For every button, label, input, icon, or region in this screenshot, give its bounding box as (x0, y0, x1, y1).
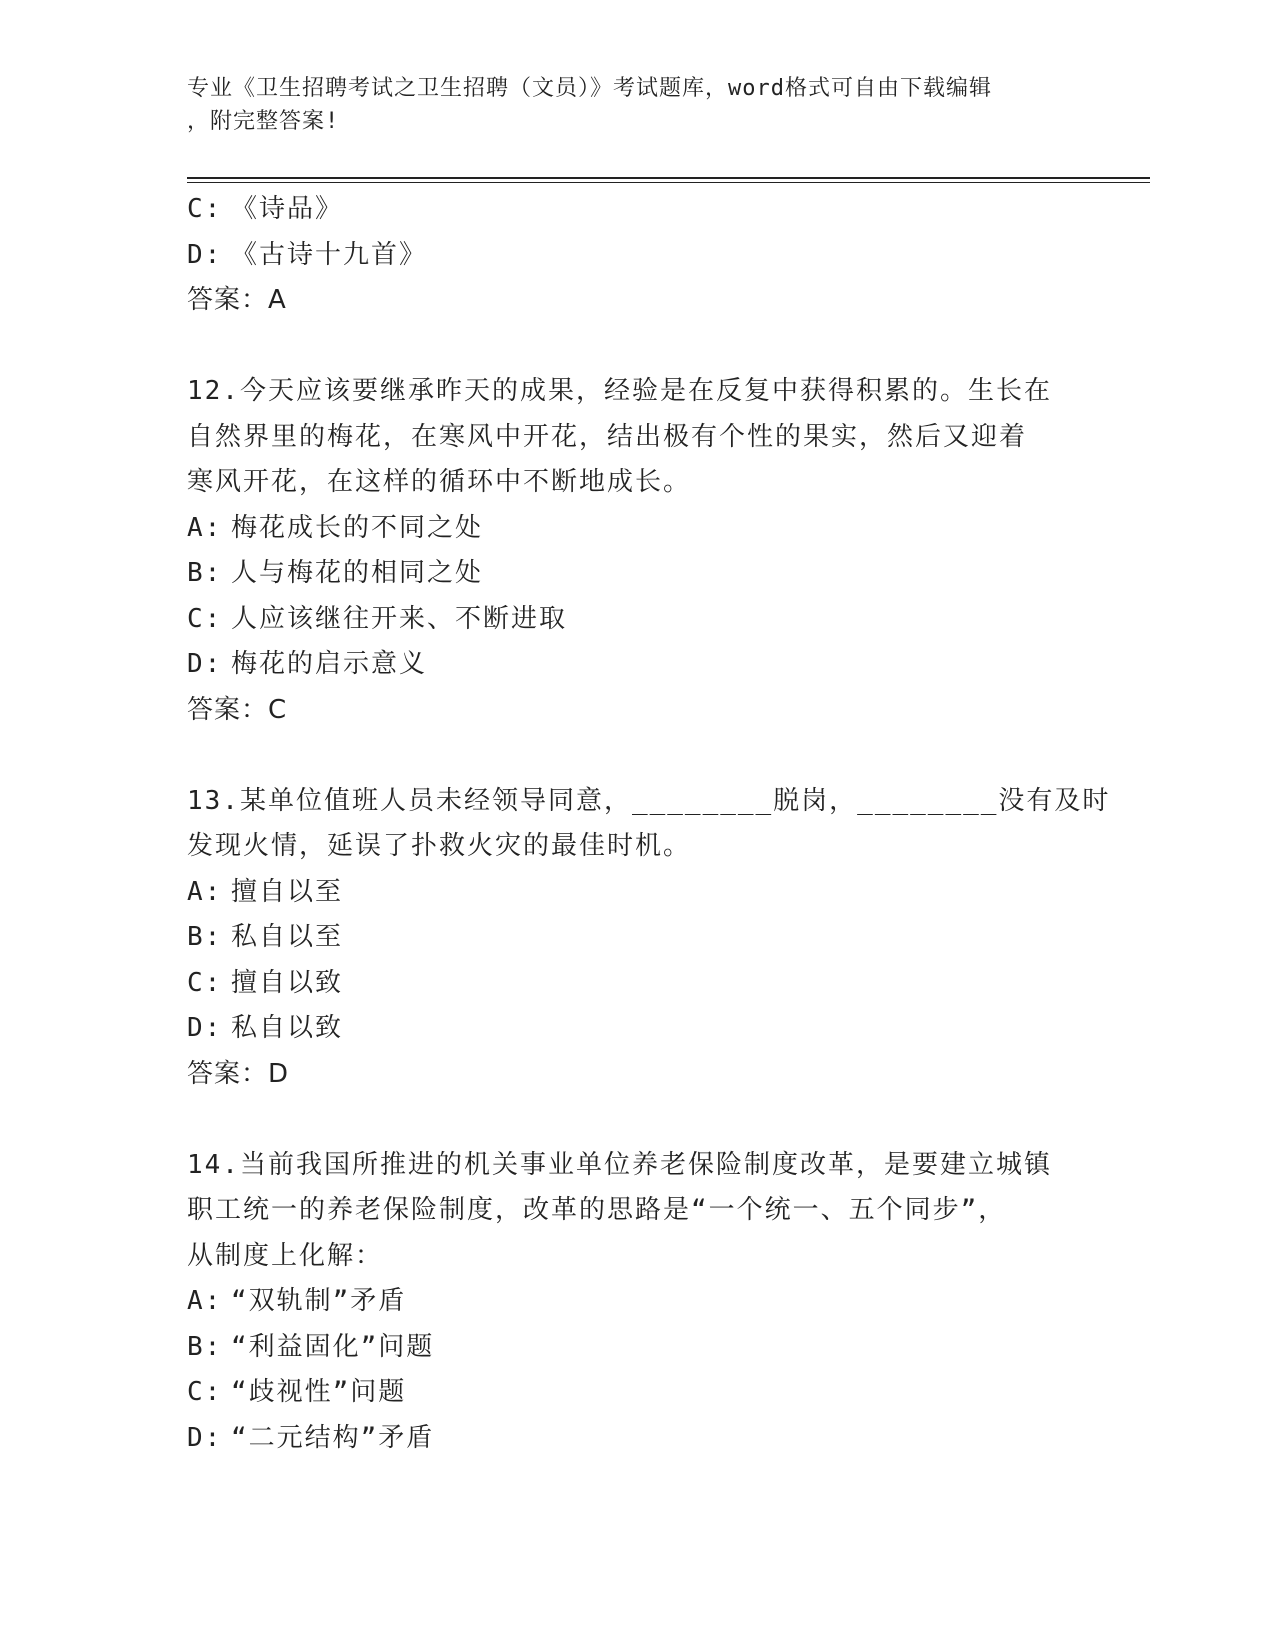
option-text: 擅自以致 (231, 967, 344, 998)
option-letter: B: (187, 558, 223, 588)
option-line (187, 915, 1087, 961)
header-divider-thin (187, 182, 1150, 183)
option-text: 私自以至 (231, 922, 344, 952)
question-spacer (187, 733, 1087, 779)
option-letter: B: (187, 1331, 223, 1362)
question-stem-line: 14.当前我国所推进的机关事业单位养老保险制度改革，是要建立城镇 (187, 1149, 1052, 1180)
question-stem-line: 从制度上化解： (187, 1240, 384, 1271)
option-text: 人应该继往开来、不断进取 (231, 603, 568, 634)
option-line (187, 597, 1087, 643)
header-line-2: ，附完整答案! (187, 109, 340, 134)
option-line (187, 233, 1087, 279)
option-letter: C: (187, 603, 223, 634)
question-stem-line: 12.今天应该要继承昨天的成果，经验是在反复中获得积累的。生长在 (187, 376, 1052, 406)
option-letter: D: (187, 239, 223, 270)
option-line (187, 1279, 1087, 1325)
answer-line: 答案：A (187, 285, 287, 315)
option-letter: C: (187, 967, 223, 998)
option-text: 《古诗十九首》 (231, 239, 428, 270)
option-line (187, 1325, 1087, 1371)
option-line (187, 506, 1087, 552)
option-text: “歧视性”问题 (231, 1377, 407, 1407)
option-line (187, 961, 1087, 1007)
option-letter: A: (187, 512, 223, 543)
question-stem-line: 13.某单位值班人员未经领导同意，________脱岗，________没有及时 (187, 785, 1111, 816)
option-letter: C: (187, 194, 223, 224)
option-letter: A: (187, 876, 223, 907)
option-text: “双轨制”矛盾 (231, 1286, 407, 1316)
option-line (187, 187, 1087, 233)
question-stem-line: 自然界里的梅花，在寒风中开花，结出极有个性的果实，然后又迎着 (187, 421, 1028, 452)
question-spacer (187, 1097, 1087, 1143)
option-line (187, 642, 1087, 688)
option-line (187, 1370, 1087, 1416)
answer-line: 答案：D (187, 1058, 290, 1089)
question-stem-line: 职工统一的养老保险制度，改革的思路是“一个统一、五个同步”， (187, 1195, 1007, 1225)
option-letter: B: (187, 922, 223, 952)
option-letter: C: (187, 1377, 223, 1407)
prev-question (187, 187, 1087, 324)
option-line (187, 870, 1087, 916)
page-header (187, 72, 1087, 138)
question-stem-line: 发现火情，延误了扑救火灾的最佳时机。 (187, 831, 692, 861)
question-13 (187, 779, 1111, 1098)
option-text: 私自以致 (231, 1013, 344, 1043)
option-text: 梅花成长的不同之处 (231, 512, 484, 543)
option-text: 人与梅花的相同之处 (231, 558, 484, 588)
question-stem-line: 寒风开花，在这样的循环中不断地成长。 (187, 467, 692, 497)
header-divider-thick (187, 177, 1150, 179)
option-text: 《诗品》 (231, 194, 344, 224)
option-line (187, 1006, 1087, 1052)
option-letter: D: (187, 1013, 223, 1043)
header-line-1: 专业《卫生招聘考试之卫生招聘（文员）》考试题库，word格式可自由下载编辑 (187, 76, 992, 101)
option-line (187, 1416, 1087, 1462)
option-text: “利益固化”问题 (231, 1331, 435, 1362)
question-spacer (187, 324, 1087, 370)
question-14 (187, 1143, 1087, 1462)
answer-line: 答案：C (187, 694, 288, 725)
option-text: 擅自以至 (231, 876, 344, 907)
option-letter: A: (187, 1286, 223, 1316)
question-content (187, 187, 1111, 1461)
question-12 (187, 369, 1087, 733)
option-text: “二元结构”矛盾 (231, 1422, 435, 1453)
option-line (187, 551, 1087, 597)
option-letter: D: (187, 1422, 223, 1453)
option-text: 梅花的启示意义 (231, 649, 428, 679)
option-letter: D: (187, 649, 223, 679)
